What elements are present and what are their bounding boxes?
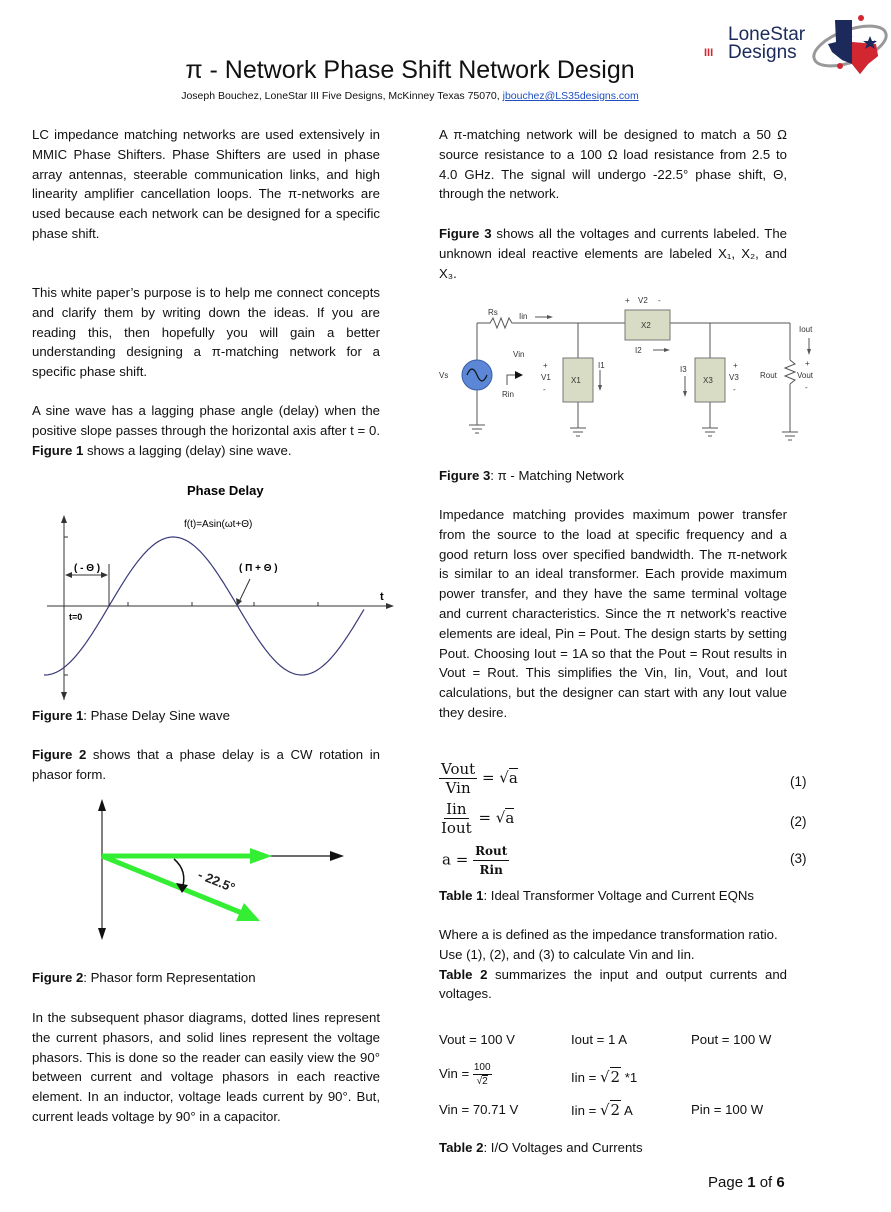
ratio-text-end: summarizes the input and output currents and voltages. <box>439 966 787 1002</box>
table2-cell-iout: Iout = 1 A <box>571 1032 628 1047</box>
label-iin: Iin <box>519 312 528 321</box>
label-v1-plus: + <box>543 361 548 370</box>
label-vout: Vout <box>797 371 814 380</box>
iin-radicand: 2 <box>610 1101 621 1119</box>
y-axis-arrow-up-icon <box>61 515 67 523</box>
label-x1: X1 <box>571 376 581 385</box>
iin-expression-radicand: 2 <box>610 1068 621 1086</box>
eq3-lhs: a = <box>442 850 469 869</box>
label-i2: I2 <box>635 346 642 355</box>
intro-paragraph <box>32 125 380 244</box>
logo-text-lonestar: LoneStar <box>728 24 806 45</box>
table2-caption <box>439 1138 787 1158</box>
equation-2: $\frac{\text{Iin}}{\text{Iout}}$ = √a <box>441 800 515 837</box>
eq3-numerator: Rout <box>473 842 509 861</box>
phasor-axis-up-arrow-icon <box>98 799 106 811</box>
label-vout-minus: - <box>805 383 808 392</box>
phasor-angle-label: - 22.5° <box>195 866 238 896</box>
of-word: of <box>755 1174 777 1191</box>
table2-cell-iin: Iin = √2 A <box>571 1101 633 1119</box>
iin-arrow-icon <box>547 315 553 319</box>
label-i1: I1 <box>598 361 605 370</box>
equation-3-number: (3) <box>790 851 807 866</box>
total-pages: 6 <box>776 1174 785 1191</box>
eq1-rhs: a <box>508 768 518 787</box>
design-goal-paragraph <box>439 125 787 204</box>
label-vs: Vs <box>439 371 449 380</box>
label-v3-plus: + <box>733 361 738 370</box>
label-v1-minus: - <box>543 385 546 394</box>
load-resistor-rout <box>785 360 795 384</box>
i3-arrow-icon <box>683 391 687 397</box>
author-email-link[interactable]: jbouchez@LS35designs.com <box>502 90 639 102</box>
vin-fraction-denominator: 2 <box>482 1076 488 1087</box>
phasor-axis-right-arrow-icon <box>330 851 344 861</box>
neg-theta-arrow-right-icon <box>101 572 108 578</box>
figure2-ref: Figure 2 <box>32 747 87 762</box>
reference-phasor-arrowhead-icon <box>250 848 272 864</box>
intro-text: LC impedance matching networks are used extensively in MMIC Phase Shifters. Phase Shifters are used in phase array antennas, steerable communication links, and high linearity amplifier cancellation loops. The π-networks are used because each network can be designed for a specific phase shift. <box>32 127 380 241</box>
equation-1: $\frac{\text{Vout}}{\text{Vin}}$ = √a <box>441 760 518 797</box>
eq3-denominator: Rin <box>479 863 503 877</box>
figure3-circuit-diagram <box>435 290 825 455</box>
sine-text-end: shows a lagging (delay) sine wave. <box>83 442 292 458</box>
eq2-rhs: a <box>505 808 515 827</box>
table2-caption-label: Table 2 <box>439 1140 484 1155</box>
purpose-text: This white paper’s purpose is to help me connect concepts and clarify them by writing down the ideas. If you are reading this, then hopefully you will gain a better understanding designing a π-matching network for a specific phase shift. <box>32 285 380 380</box>
phasor-convention-text: In the subsequent phasor diagrams, dotted lines represent the current phasors, and solid lines represent the voltage phasors. This is done so the reader can easily view the 90° between current and voltage phasors in each reactive element. In an inductor, voltage leads current by 90°. But, current leads voltage by 90° in a capacitor. <box>32 1010 380 1124</box>
ratio-text: Where a is defined as the impedance transformation ratio. Use (1), (2), and (3) to calculate Vin and Iin. <box>439 927 778 962</box>
iin-unit: A <box>621 1103 633 1118</box>
sine-text: A sine wave has a lagging phase angle (delay) when the positive slope passes through the horizontal axis after t = 0. <box>32 403 380 438</box>
iin-expression-tail: *1 <box>621 1070 638 1085</box>
logo-text-designs: Designs <box>728 42 797 63</box>
phasor-paragraph <box>32 745 380 785</box>
iin-expression-label: Iin = <box>571 1070 597 1085</box>
eq1-numerator: Vout <box>441 760 476 778</box>
label-x3: X3 <box>703 376 713 385</box>
logo-mark: III <box>704 47 714 59</box>
figure2-caption <box>32 968 380 988</box>
impedance-matching-text: Impedance matching provides maximum power transfer from the source to the load at specific frequency and a good return loss over specified bandwidth. The π-network is similar to an ideal transformer. Each provide maximum power transfer, and they have the same terminal voltage and current characteristics. Since the π network’s reactive elements are ideal, Pin = Pout. The design starts by setting Pout. Choosing Iout = 1A so that the Pout = Rout results in Vout = Rout. This simplifies the Vin, Iin, Vout, and Iout calculations, but the designer can start with any Iout value they desire. <box>439 507 787 720</box>
eq2-numerator: Iin <box>446 800 467 818</box>
author-info: Joseph Bouchez, LoneStar III Five Designs, McKinney Texas 75070, <box>181 90 503 102</box>
label-v3: V3 <box>729 373 739 382</box>
figure1-ref: Figure 1 <box>32 442 84 458</box>
figure1-phase-delay <box>32 475 402 705</box>
i2-arrow-icon <box>664 348 670 352</box>
ratio-paragraph <box>439 925 787 1004</box>
page-word: Page <box>708 1174 748 1191</box>
pi-theta-label: ( Π + Θ ) <box>239 563 278 574</box>
figure1-caption-text: : Phase Delay Sine wave <box>83 708 230 723</box>
pi-theta-pointer-icon <box>236 598 242 606</box>
table2-cell-vin: Vin = 70.71 V <box>439 1102 519 1117</box>
figure3-intro-text: shows all the voltages and currents labeled. The unknown ideal reactive elements are labeled X₁, X₂, and X₃. <box>439 226 788 281</box>
t-axis-label: t <box>380 591 384 603</box>
label-v3-minus: - <box>733 385 736 394</box>
sine-paragraph <box>32 401 380 460</box>
figure1-caption-label: Figure 1 <box>32 708 84 723</box>
figure1-formula: f(t)=Asin(ωt+Θ) <box>184 519 253 530</box>
table2-caption-text: : I/O Voltages and Currents <box>483 1140 643 1155</box>
phasor-axis-down-arrow-icon <box>98 928 106 940</box>
table2-cell-iin-expression: Iin = √2 *1 <box>571 1068 638 1086</box>
neg-theta-label: ( - Θ ) <box>74 563 101 574</box>
table2-cell-pin: Pin = 100 W <box>691 1102 764 1117</box>
equation-3 <box>442 842 509 879</box>
figure3-caption <box>439 466 787 486</box>
vin-fraction-label: Vin = <box>439 1065 470 1081</box>
design-goal-text: A π-matching network will be designed to match a 50 Ω source resistance to a 100 Ω load resistance from 2.5 to 4.0 GHz. The signal will undergo -22.5° phase shift, Θ, through the network. <box>439 127 787 202</box>
vin-fraction-numerator: 100 <box>473 1062 491 1073</box>
label-v2: V2 <box>638 296 648 305</box>
figure1-caption <box>32 706 380 726</box>
i1-arrow-icon <box>598 385 602 391</box>
phasor-convention-paragraph <box>32 1008 380 1127</box>
x-axis-arrow-icon <box>386 603 394 609</box>
impedance-matching-paragraph <box>439 505 787 723</box>
phasor-text: shows that a phase delay is a CW rotation in phasor form. <box>32 747 380 782</box>
table2-cell-vin-fraction: Vin = $\frac{100}{√2}$ <box>439 1062 491 1087</box>
page-number <box>708 1174 785 1191</box>
label-iout: Iout <box>799 325 813 334</box>
figure2-caption-label: Figure 2 <box>32 970 84 985</box>
table2-cell-pout: Pout = 100 W <box>691 1032 772 1047</box>
t0-label: t=0 <box>69 612 83 622</box>
table2-cell-vout: Vout = 100 V <box>439 1032 515 1047</box>
figure3-caption-text: : π - Matching Network <box>490 468 624 483</box>
label-v1: V1 <box>541 373 551 382</box>
label-rin: Rin <box>502 390 515 399</box>
figure1-title: Phase Delay <box>187 483 264 498</box>
label-v2-plus: + <box>625 296 630 305</box>
source-resistor-rs <box>477 318 615 328</box>
rin-arrow-icon <box>515 371 523 379</box>
iin-label: Iin = <box>571 1103 597 1118</box>
label-rout: Rout <box>760 371 777 380</box>
label-v2-minus: - <box>658 296 661 305</box>
iout-arrow-icon <box>807 349 811 355</box>
table1-caption-label: Table 1 <box>439 888 484 903</box>
figure2-phasor-diagram <box>32 785 392 950</box>
current-page: 1 <box>747 1174 756 1191</box>
figure3-intro-paragraph <box>439 224 787 283</box>
table2-ref: Table 2 <box>439 966 488 982</box>
author-byline <box>0 90 820 102</box>
equation-1-number: (1) <box>790 774 807 789</box>
figure3-caption-label: Figure 3 <box>439 468 491 483</box>
figure3-ref: Figure 3 <box>439 226 492 241</box>
equation-2-number: (2) <box>790 814 807 829</box>
table1-caption <box>439 886 787 906</box>
neg-theta-arrow-left-icon <box>65 572 72 578</box>
eq2-denominator: Iout <box>441 819 472 837</box>
label-vin: Vin <box>513 350 525 359</box>
purpose-paragraph <box>32 283 380 382</box>
label-vout-plus: + <box>805 359 810 368</box>
label-rs: Rs <box>488 308 498 317</box>
page-title: π - Network Phase Shift Network Design <box>185 56 635 84</box>
label-i3: I3 <box>680 365 687 374</box>
table1-caption-text: : Ideal Transformer Voltage and Current EQNs <box>483 888 754 903</box>
eq1-denominator: Vin <box>445 779 471 797</box>
label-x2: X2 <box>641 321 651 330</box>
figure2-caption-text: : Phasor form Representation <box>83 970 256 985</box>
y-axis-arrow-down-icon <box>61 692 67 700</box>
